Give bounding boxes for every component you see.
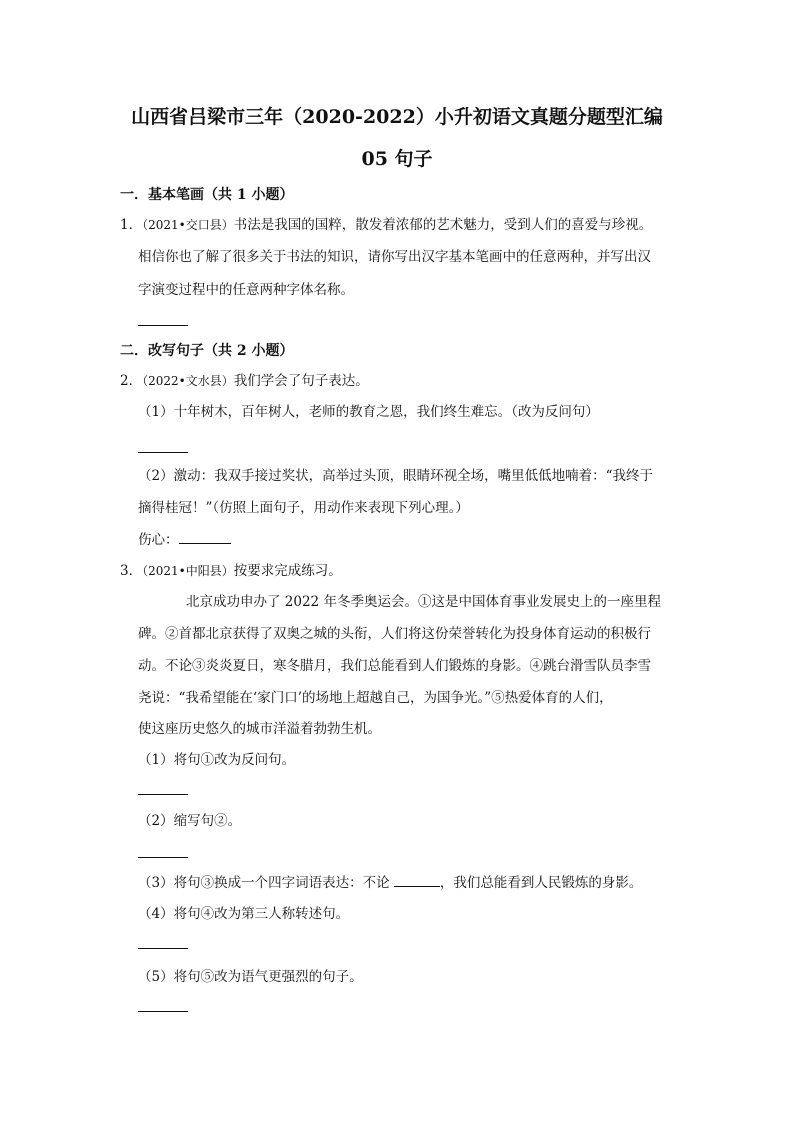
question-2-sub-2-line-1: （2）激动：我双手接过奖状，高举过头顶，眼睛环视全场，嘴里低低地喃着：“我终于 — [138, 468, 653, 484]
question-text: ，我们总能看到人民锻炼的身影。 — [439, 875, 643, 891]
answer-blank — [138, 857, 188, 858]
question-3-sub-1: （1）将句①改为反问句。 — [138, 752, 296, 768]
question-3-line-1 — [120, 560, 342, 582]
answer-blank — [394, 872, 440, 887]
question-2-sub-2-line-2: 摘得桂冠！”（仿照上面句子，用动作来表现下列心理。） — [138, 500, 469, 516]
passage-line-5: 使这座历史悠久的城市洋溢着勃勃生机。 — [138, 721, 381, 737]
question-text: 我们学会了句子表达。 — [233, 373, 369, 389]
question-1-line-3: 字演变过程中的任意两种字体名称。 — [138, 282, 354, 298]
question-3-sub-5: （5）将句⑤改为语气更强烈的句子。 — [138, 969, 363, 985]
section-heading-1: 一．基本笔画（共 1 小题） — [120, 187, 294, 203]
document-subtitle: 05 句子 — [361, 148, 433, 170]
question-1-line-2: 相信你也了解了很多关于书法的知识，请你写出汉字基本笔画中的任意两种，并写出汉 — [138, 249, 651, 265]
question-2-sub-2-prompt — [138, 529, 231, 551]
question-text: 书法是我国的国粹，散发着浓郁的艺术魅力，受到人们的喜爱与珍视。 — [233, 217, 653, 233]
question-number: 3． — [120, 563, 143, 579]
passage-line-3: 动。不论③炎炎夏日，寒冬腊月，我们总能看到人们锻炼的身影。④跳台滑雪队员李雪 — [138, 658, 651, 674]
question-number: 2． — [120, 373, 143, 389]
passage-line-2: 碑。②首都北京获得了双奥之城的头衔，人们将这份荣誉转化为投身体育运动的积极行 — [138, 626, 651, 642]
question-source: （2021•交口县） — [142, 218, 234, 232]
question-source: （2022•文水县） — [142, 374, 234, 388]
question-3-sub-3 — [138, 872, 642, 894]
answer-blank — [138, 325, 188, 326]
question-2-sub-1: （1）十年树木，百年树人，老师的教育之恩，我们终生难忘。（改为反问句） — [138, 404, 599, 420]
answer-blank — [138, 794, 188, 795]
section-heading-2: 二．改写句子（共 2 小题） — [120, 343, 294, 359]
document-title: 山西省吕梁市三年（2020-2022）小升初语文真题分题型汇编 — [131, 106, 663, 128]
question-2-line-1 — [120, 370, 369, 392]
question-3-sub-4: （4）将句④改为第三人称转述句。 — [138, 906, 350, 922]
prompt-label: 伤心： — [138, 532, 179, 548]
passage-line-4: 尧说：“我希望能在‘家门口’的场地上超越自己，为国争光。”⑤热爱体育的人们， — [138, 690, 613, 706]
question-source: （2021•中阳县） — [142, 564, 234, 578]
answer-blank — [179, 529, 231, 544]
question-3-sub-2: （2）缩写句②。 — [138, 813, 242, 829]
answer-blank — [138, 452, 188, 453]
passage-line-1: 北京成功申办了 2022 年冬季奥运会。①这是中国体育事业发展史上的一座里程 — [186, 594, 661, 610]
question-number: 1． — [120, 217, 143, 233]
question-1-line-1 — [120, 214, 652, 236]
answer-blank — [138, 948, 188, 949]
question-text: （3）将句③换成一个四字词语表达：不论 — [138, 875, 394, 891]
question-text: 按要求完成练习。 — [233, 563, 342, 579]
answer-blank — [138, 1011, 188, 1012]
